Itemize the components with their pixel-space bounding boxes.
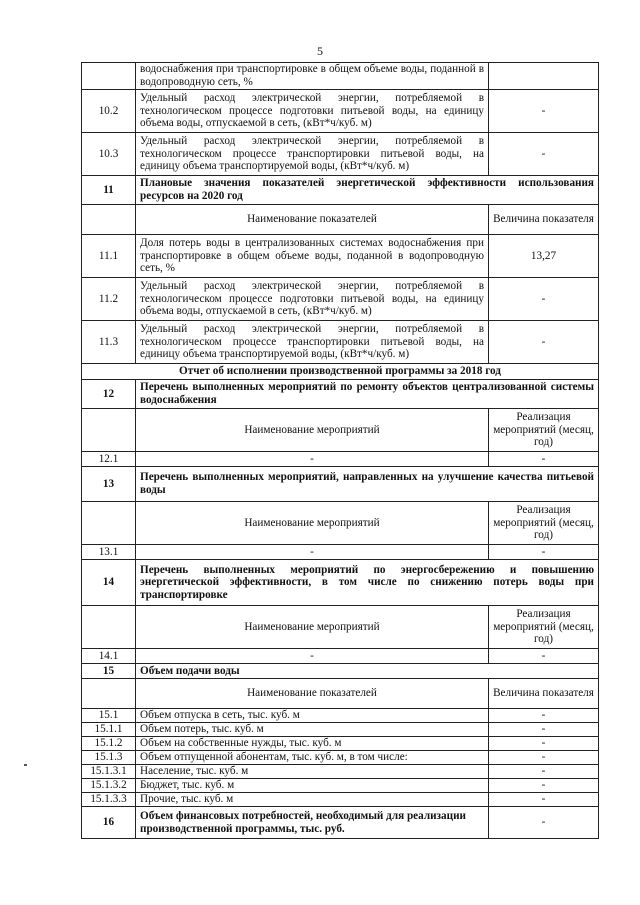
row-number: 13.1: [82, 545, 136, 560]
row-number: 10.2: [82, 90, 136, 133]
section-title: Перечень выполненных мероприятий по ремонту объектов централизованной системы водоснабжения: [136, 380, 599, 409]
row-description: Объем потерь, тыс. куб. м: [136, 723, 489, 737]
table-row: [82, 649, 599, 664]
row-value: -: [489, 779, 599, 793]
row-number: 11.2: [82, 278, 136, 321]
row-description: Удельный расход электрической энергии, потребляемой в технологическом процессе подготовки питьевой воды, на единицу объема воды, отпускаемой в сеть, (кВт*ч/куб. м): [136, 278, 489, 321]
row-number: 15.1.3: [82, 751, 136, 765]
row-number: 15.1.3.1: [82, 765, 136, 779]
section-header-row: [82, 380, 599, 409]
table-row: [82, 235, 599, 278]
row-number: 11.1: [82, 235, 136, 278]
row-description: Население, тыс. куб. м: [136, 765, 489, 779]
row-value: -: [489, 793, 599, 807]
section-header-row: [82, 560, 599, 606]
section-number: 14: [82, 560, 136, 606]
table-row: [82, 133, 599, 176]
column-header-value: Величина показателя: [489, 679, 599, 709]
table-row: [82, 545, 599, 560]
section-title: Объем подачи воды: [136, 664, 599, 679]
row-value: -: [489, 90, 599, 133]
row-value: -: [489, 765, 599, 779]
column-header-value: Реализация мероприятий (месяц, год): [489, 606, 599, 649]
row-number: 15.1.3.3: [82, 793, 136, 807]
section-number: 11: [82, 176, 136, 205]
section-header-row: [82, 664, 599, 679]
row-description: Удельный расход электрической энергии, потребляемой в технологическом процессе транспортировки питьевой воды, на единицу объема транспортируемой воды, (кВт*ч/куб. м): [136, 321, 489, 364]
table-row: [82, 63, 599, 90]
column-header-row: [82, 409, 599, 452]
column-header-row: [82, 679, 599, 709]
table-row: [82, 737, 599, 751]
section-header-row: [82, 176, 599, 205]
row-value: -: [489, 751, 599, 765]
column-header-name: Наименование мероприятий: [136, 409, 489, 452]
section-header-row: [82, 807, 599, 839]
column-header-value: Величина показателя: [489, 205, 599, 235]
row-number: 11.3: [82, 321, 136, 364]
table-row: [82, 765, 599, 779]
scan-speck: [24, 764, 27, 766]
table-row: [82, 779, 599, 793]
column-header-name: Наименование показателей: [136, 679, 489, 709]
row-value: -: [489, 649, 599, 664]
row-value: -: [489, 133, 599, 176]
row-description: Бюджет, тыс. куб. м: [136, 779, 489, 793]
report-title: Отчет об исполнении производственной программы за 2018 год: [82, 364, 599, 380]
report-title-row: [82, 364, 599, 380]
row-value: -: [489, 737, 599, 751]
column-header-row: [82, 606, 599, 649]
row-value: 13,27: [489, 235, 599, 278]
row-number: 12.1: [82, 452, 136, 467]
section-title: Перечень выполненных мероприятий по энергосбережению и повышению энергетической эффективности, в том числе по снижению потерь воды при транспортировке: [136, 560, 599, 606]
table-row: [82, 278, 599, 321]
row-number: 15.1: [82, 709, 136, 723]
section-header-row: [82, 467, 599, 502]
production-program-table: [81, 62, 599, 839]
row-value: -: [489, 452, 599, 467]
column-header-value: Реализация мероприятий (месяц, год): [489, 502, 599, 545]
table-row: [82, 709, 599, 723]
row-value: -: [489, 321, 599, 364]
row-number: 15.1.1: [82, 723, 136, 737]
row-value: -: [489, 545, 599, 560]
column-header-name: Наименование показателей: [136, 205, 489, 235]
row-number: 10.3: [82, 133, 136, 176]
page-number: 5: [317, 44, 323, 58]
column-header-name: Наименование мероприятий: [136, 502, 489, 545]
column-header-value: Реализация мероприятий (месяц, год): [489, 409, 599, 452]
row-description: -: [136, 545, 489, 560]
row-description: Объем отпуска в сеть, тыс. куб. м: [136, 709, 489, 723]
row-value: [489, 63, 599, 90]
section-number: 12: [82, 380, 136, 409]
column-header-name: Наименование мероприятий: [136, 606, 489, 649]
row-number: 15.1.3.2: [82, 779, 136, 793]
column-header-row: [82, 502, 599, 545]
row-description: водоснабжения при транспортировке в общем объеме воды, поданной в водопроводную сеть, %: [136, 63, 489, 90]
row-value: -: [489, 278, 599, 321]
row-value: -: [489, 723, 599, 737]
section-title: Плановые значения показателей энергетической эффективности использования ресурсов на 2020 год: [136, 176, 599, 205]
section-title: Перечень выполненных мероприятий, направленных на улучшение качества питьевой воды: [136, 467, 599, 502]
table-row: [82, 321, 599, 364]
row-number: 14.1: [82, 649, 136, 664]
row-number: [82, 63, 136, 90]
row-number: 15.1.2: [82, 737, 136, 751]
row-description: -: [136, 452, 489, 467]
row-value: -: [489, 709, 599, 723]
column-header-row: [82, 205, 599, 235]
table-row: [82, 90, 599, 133]
section-number: 13: [82, 467, 136, 502]
table-row: [82, 452, 599, 467]
table-row: [82, 723, 599, 737]
row-description: Удельный расход электрической энергии, потребляемой в технологическом процессе подготовки питьевой воды, на единицу объема воды, отпускаемой в сеть, (кВт*ч/куб. м): [136, 90, 489, 133]
table-row: [82, 793, 599, 807]
row-description: Доля потерь воды в централизованных системах водоснабжения при транспортировке в общем объеме воды, поданной в водопроводную сеть, %: [136, 235, 489, 278]
row-description: Прочие, тыс. куб. м: [136, 793, 489, 807]
section-title: Объем финансовых потребностей, необходимый для реализации производственной программы, тыс. руб.: [136, 807, 489, 839]
row-description: Объем на собственные нужды, тыс. куб. м: [136, 737, 489, 751]
table-row: [82, 751, 599, 765]
row-description: -: [136, 649, 489, 664]
row-description: Удельный расход электрической энергии, потребляемой в технологическом процессе транспортировки питьевой воды, на единицу объема транспортируемой воды, (кВт*ч/куб. м): [136, 133, 489, 176]
row-value: -: [489, 807, 599, 839]
section-number: 15: [82, 664, 136, 679]
row-description: Объем отпущенной абонентам, тыс. куб. м, в том числе:: [136, 751, 489, 765]
section-number: 16: [82, 807, 136, 839]
